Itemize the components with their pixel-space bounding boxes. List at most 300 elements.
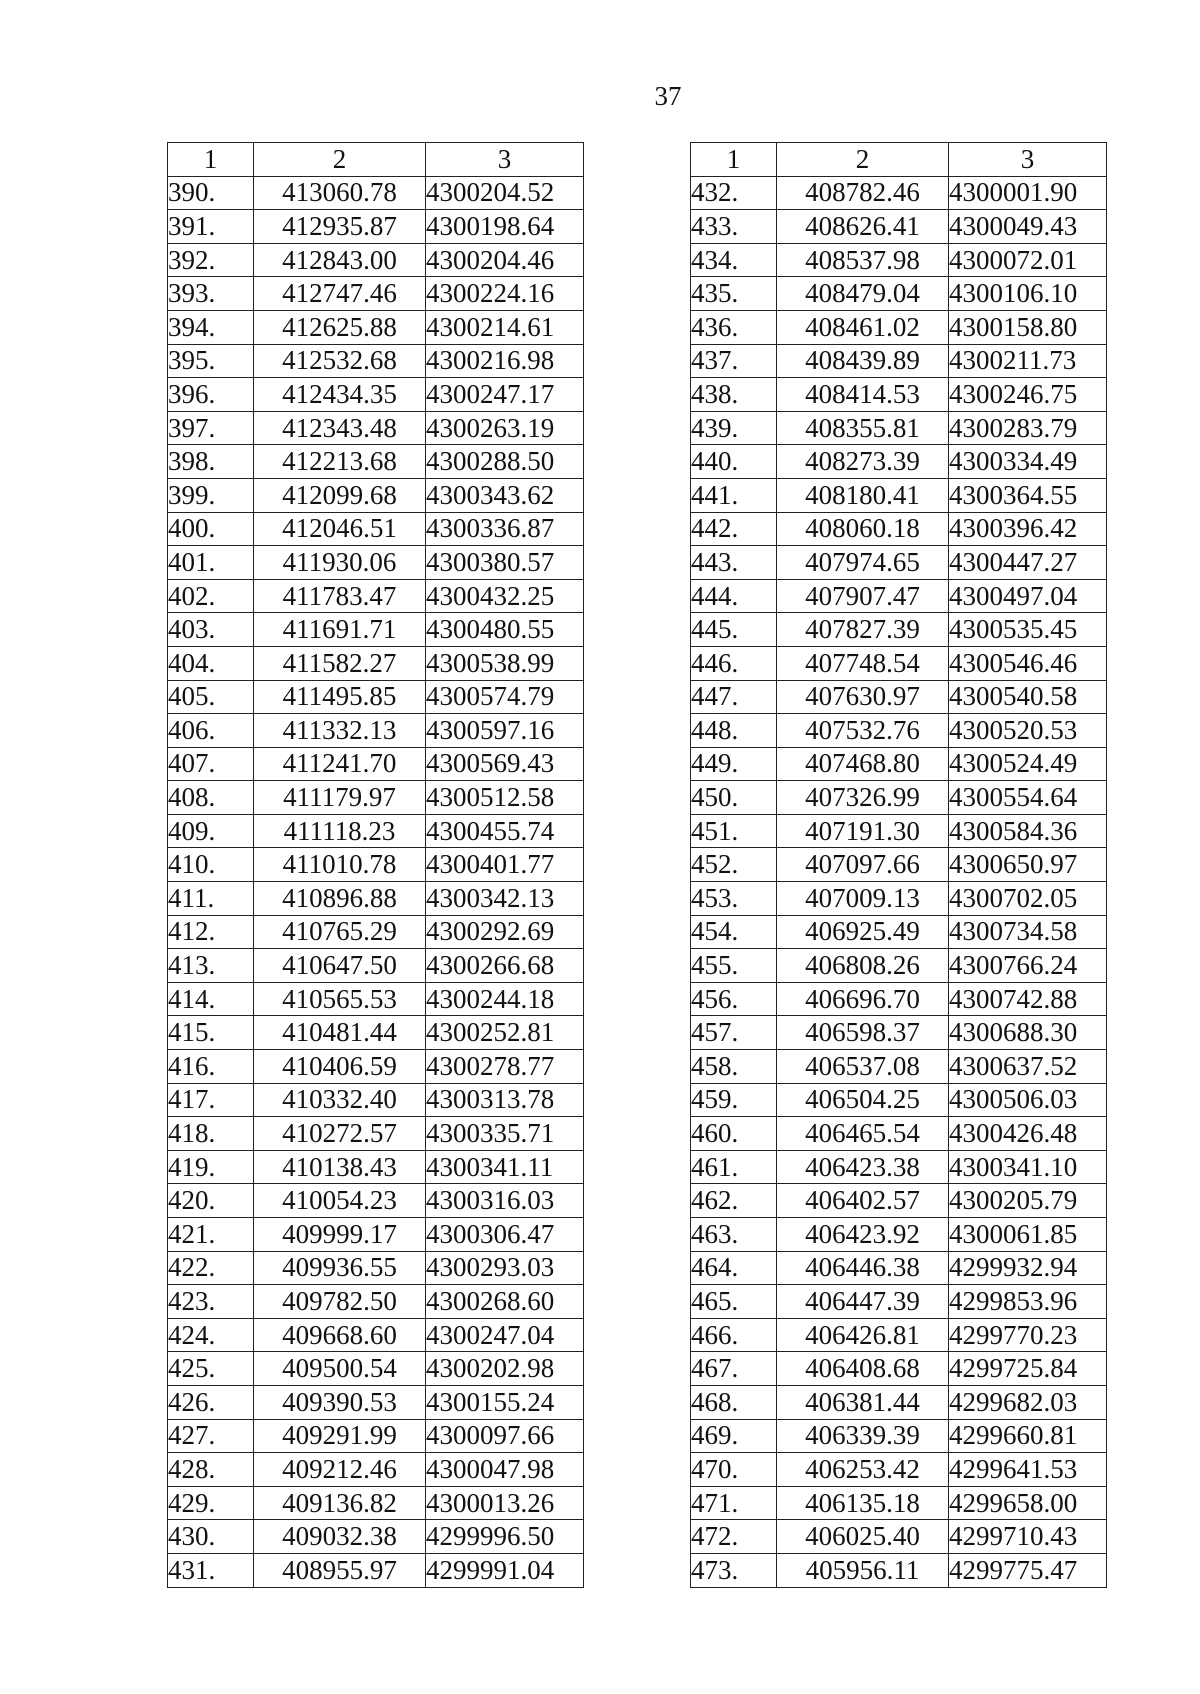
point-number-cell: 445.: [691, 613, 777, 647]
point-number-cell: 473.: [691, 1553, 777, 1587]
y-coordinate-cell: 4300396.42: [949, 512, 1107, 546]
table-row: [168, 1553, 584, 1587]
y-coordinate-cell: 4299770.23: [949, 1318, 1107, 1352]
point-number-cell: 461.: [691, 1150, 777, 1184]
y-coordinate-cell: 4299658.00: [949, 1486, 1107, 1520]
coordinates-table-left: [167, 142, 584, 1588]
point-number-cell: 470.: [691, 1453, 777, 1487]
x-coordinate-cell: 410332.40: [254, 1083, 426, 1117]
table-body-right: [691, 176, 1107, 1587]
table-row: [168, 512, 584, 546]
x-coordinate-cell: 406465.54: [777, 1117, 949, 1151]
table-row: [691, 210, 1107, 244]
point-number-cell: 438.: [691, 378, 777, 412]
point-number-cell: 407.: [168, 747, 254, 781]
y-coordinate-cell: 4300001.90: [949, 176, 1107, 210]
table-row: [691, 680, 1107, 714]
point-number-cell: 467.: [691, 1352, 777, 1386]
table-row: [691, 982, 1107, 1016]
x-coordinate-cell: 406447.39: [777, 1285, 949, 1319]
table-row: [691, 1318, 1107, 1352]
point-number-cell: 406.: [168, 714, 254, 748]
x-coordinate-cell: 406253.42: [777, 1453, 949, 1487]
x-coordinate-cell: 409668.60: [254, 1318, 426, 1352]
table-row: [691, 1553, 1107, 1587]
table-row: [168, 1218, 584, 1252]
point-number-cell: 391.: [168, 210, 254, 244]
y-coordinate-cell: 4300268.60: [426, 1285, 584, 1319]
point-number-cell: 439.: [691, 411, 777, 445]
table-row: [168, 814, 584, 848]
x-coordinate-cell: 408180.41: [777, 478, 949, 512]
x-coordinate-cell: 410272.57: [254, 1117, 426, 1151]
point-number-cell: 466.: [691, 1318, 777, 1352]
point-number-cell: 430.: [168, 1520, 254, 1554]
y-coordinate-cell: 4300293.03: [426, 1251, 584, 1285]
table-row: [691, 1218, 1107, 1252]
point-number-cell: 446.: [691, 646, 777, 680]
x-coordinate-cell: 413060.78: [254, 176, 426, 210]
table-row: [168, 1318, 584, 1352]
x-coordinate-cell: 410765.29: [254, 915, 426, 949]
x-coordinate-cell: 407097.66: [777, 848, 949, 882]
y-coordinate-cell: 4300072.01: [949, 243, 1107, 277]
table-row: [168, 378, 584, 412]
y-coordinate-cell: 4300497.04: [949, 579, 1107, 613]
table-row: [168, 1016, 584, 1050]
table-row: [168, 1453, 584, 1487]
y-coordinate-cell: 4300432.25: [426, 579, 584, 613]
x-coordinate-cell: 412434.35: [254, 378, 426, 412]
table-row: [168, 747, 584, 781]
table-row: [691, 310, 1107, 344]
column-header-number: 1: [168, 143, 254, 177]
x-coordinate-cell: 408060.18: [777, 512, 949, 546]
x-coordinate-cell: 408414.53: [777, 378, 949, 412]
y-coordinate-cell: 4300524.49: [949, 747, 1107, 781]
x-coordinate-cell: 408273.39: [777, 445, 949, 479]
y-coordinate-cell: 4299660.81: [949, 1419, 1107, 1453]
point-number-cell: 404.: [168, 646, 254, 680]
point-number-cell: 453.: [691, 882, 777, 916]
table-row: [168, 982, 584, 1016]
point-number-cell: 460.: [691, 1117, 777, 1151]
y-coordinate-cell: 4300688.30: [949, 1016, 1107, 1050]
y-coordinate-cell: 4300336.87: [426, 512, 584, 546]
x-coordinate-cell: 412843.00: [254, 243, 426, 277]
x-coordinate-cell: 406426.81: [777, 1318, 949, 1352]
x-coordinate-cell: 410054.23: [254, 1184, 426, 1218]
y-coordinate-cell: 4300520.53: [949, 714, 1107, 748]
x-coordinate-cell: 411495.85: [254, 680, 426, 714]
y-coordinate-cell: 4300214.61: [426, 310, 584, 344]
y-coordinate-cell: 4300224.16: [426, 277, 584, 311]
table-row: [691, 277, 1107, 311]
table-row: [691, 915, 1107, 949]
point-number-cell: 410.: [168, 848, 254, 882]
x-coordinate-cell: 409500.54: [254, 1352, 426, 1386]
table-row: [691, 1050, 1107, 1084]
x-coordinate-cell: 411332.13: [254, 714, 426, 748]
column-header-x: 2: [254, 143, 426, 177]
point-number-cell: 458.: [691, 1050, 777, 1084]
x-coordinate-cell: 407630.97: [777, 680, 949, 714]
y-coordinate-cell: 4300742.88: [949, 982, 1107, 1016]
x-coordinate-cell: 409291.99: [254, 1419, 426, 1453]
point-number-cell: 455.: [691, 949, 777, 983]
y-coordinate-cell: 4300263.19: [426, 411, 584, 445]
point-number-cell: 416.: [168, 1050, 254, 1084]
x-coordinate-cell: 410565.53: [254, 982, 426, 1016]
x-coordinate-cell: 408479.04: [777, 277, 949, 311]
y-coordinate-cell: 4300097.66: [426, 1419, 584, 1453]
y-coordinate-cell: 4300546.46: [949, 646, 1107, 680]
x-coordinate-cell: 406537.08: [777, 1050, 949, 1084]
y-coordinate-cell: 4300637.52: [949, 1050, 1107, 1084]
point-number-cell: 421.: [168, 1218, 254, 1252]
x-coordinate-cell: 412046.51: [254, 512, 426, 546]
point-number-cell: 424.: [168, 1318, 254, 1352]
x-coordinate-cell: 406925.49: [777, 915, 949, 949]
point-number-cell: 442.: [691, 512, 777, 546]
point-number-cell: 437.: [691, 344, 777, 378]
x-coordinate-cell: 407009.13: [777, 882, 949, 916]
y-coordinate-cell: 4299932.94: [949, 1251, 1107, 1285]
table-row: [691, 1486, 1107, 1520]
y-coordinate-cell: 4300205.79: [949, 1184, 1107, 1218]
y-coordinate-cell: 4300244.18: [426, 982, 584, 1016]
x-coordinate-cell: 409782.50: [254, 1285, 426, 1319]
point-number-cell: 400.: [168, 512, 254, 546]
y-coordinate-cell: 4300316.03: [426, 1184, 584, 1218]
table-row: [168, 277, 584, 311]
x-coordinate-cell: 411930.06: [254, 546, 426, 580]
table-row: [168, 1352, 584, 1386]
point-number-cell: 418.: [168, 1117, 254, 1151]
point-number-cell: 472.: [691, 1520, 777, 1554]
point-number-cell: 464.: [691, 1251, 777, 1285]
y-coordinate-cell: 4300480.55: [426, 613, 584, 647]
column-header-number: 1: [691, 143, 777, 177]
y-coordinate-cell: 4300343.62: [426, 478, 584, 512]
x-coordinate-cell: 407907.47: [777, 579, 949, 613]
x-coordinate-cell: 406402.57: [777, 1184, 949, 1218]
y-coordinate-cell: 4300766.24: [949, 949, 1107, 983]
table-row: [168, 344, 584, 378]
y-coordinate-cell: 4300158.80: [949, 310, 1107, 344]
point-number-cell: 459.: [691, 1083, 777, 1117]
point-number-cell: 413.: [168, 949, 254, 983]
x-coordinate-cell: 410647.50: [254, 949, 426, 983]
table-row: [168, 1184, 584, 1218]
y-coordinate-cell: 4300334.49: [949, 445, 1107, 479]
y-coordinate-cell: 4300013.26: [426, 1486, 584, 1520]
x-coordinate-cell: 412343.48: [254, 411, 426, 445]
table-row: [691, 1150, 1107, 1184]
x-coordinate-cell: 411783.47: [254, 579, 426, 613]
y-coordinate-cell: 4300506.03: [949, 1083, 1107, 1117]
x-coordinate-cell: 412625.88: [254, 310, 426, 344]
y-coordinate-cell: 4300246.75: [949, 378, 1107, 412]
point-number-cell: 419.: [168, 1150, 254, 1184]
point-number-cell: 454.: [691, 915, 777, 949]
x-coordinate-cell: 409212.46: [254, 1453, 426, 1487]
y-coordinate-cell: 4300554.64: [949, 781, 1107, 815]
point-number-cell: 420.: [168, 1184, 254, 1218]
point-number-cell: 429.: [168, 1486, 254, 1520]
point-number-cell: 395.: [168, 344, 254, 378]
point-number-cell: 428.: [168, 1453, 254, 1487]
table-row: [168, 646, 584, 680]
table-row: [691, 882, 1107, 916]
point-number-cell: 405.: [168, 680, 254, 714]
table-row: [168, 445, 584, 479]
x-coordinate-cell: 408782.46: [777, 176, 949, 210]
x-coordinate-cell: 411010.78: [254, 848, 426, 882]
table-row: [691, 1285, 1107, 1319]
table-row: [168, 243, 584, 277]
table-header-row: [168, 143, 584, 177]
table-row: [168, 848, 584, 882]
y-coordinate-cell: 4300306.47: [426, 1218, 584, 1252]
table-row: [691, 176, 1107, 210]
x-coordinate-cell: 411691.71: [254, 613, 426, 647]
table-row: [691, 478, 1107, 512]
point-number-cell: 435.: [691, 277, 777, 311]
y-coordinate-cell: 4300247.17: [426, 378, 584, 412]
point-number-cell: 451.: [691, 814, 777, 848]
y-coordinate-cell: 4300204.46: [426, 243, 584, 277]
column-header-x: 2: [777, 143, 949, 177]
y-coordinate-cell: 4300702.05: [949, 882, 1107, 916]
table-row: [168, 546, 584, 580]
x-coordinate-cell: 408955.97: [254, 1553, 426, 1587]
point-number-cell: 433.: [691, 210, 777, 244]
x-coordinate-cell: 408355.81: [777, 411, 949, 445]
table-row: [691, 1385, 1107, 1419]
x-coordinate-cell: 407532.76: [777, 714, 949, 748]
x-coordinate-cell: 406808.26: [777, 949, 949, 983]
y-coordinate-cell: 4300380.57: [426, 546, 584, 580]
table-row: [691, 1117, 1107, 1151]
x-coordinate-cell: 407974.65: [777, 546, 949, 580]
table-row: [168, 1150, 584, 1184]
x-coordinate-cell: 408439.89: [777, 344, 949, 378]
x-coordinate-cell: 410406.59: [254, 1050, 426, 1084]
table-row: [691, 814, 1107, 848]
y-coordinate-cell: 4300335.71: [426, 1117, 584, 1151]
x-coordinate-cell: 409390.53: [254, 1385, 426, 1419]
table-row: [691, 1251, 1107, 1285]
table-row: [691, 1016, 1107, 1050]
table-row: [168, 1419, 584, 1453]
point-number-cell: 425.: [168, 1352, 254, 1386]
point-number-cell: 392.: [168, 243, 254, 277]
y-coordinate-cell: 4300047.98: [426, 1453, 584, 1487]
point-number-cell: 450.: [691, 781, 777, 815]
x-coordinate-cell: 406446.38: [777, 1251, 949, 1285]
table-row: [691, 546, 1107, 580]
point-number-cell: 444.: [691, 579, 777, 613]
table-row: [168, 210, 584, 244]
x-coordinate-cell: 408537.98: [777, 243, 949, 277]
y-coordinate-cell: 4300247.04: [426, 1318, 584, 1352]
table-row: [168, 176, 584, 210]
x-coordinate-cell: 407468.80: [777, 747, 949, 781]
y-coordinate-cell: 4300288.50: [426, 445, 584, 479]
table-row: [168, 949, 584, 983]
x-coordinate-cell: 410138.43: [254, 1150, 426, 1184]
y-coordinate-cell: 4299710.43: [949, 1520, 1107, 1554]
table-row: [168, 915, 584, 949]
x-coordinate-cell: 411179.97: [254, 781, 426, 815]
x-coordinate-cell: 410896.88: [254, 882, 426, 916]
x-coordinate-cell: 412213.68: [254, 445, 426, 479]
point-number-cell: 396.: [168, 378, 254, 412]
point-number-cell: 408.: [168, 781, 254, 815]
y-coordinate-cell: 4300584.36: [949, 814, 1107, 848]
x-coordinate-cell: 407827.39: [777, 613, 949, 647]
column-header-y: 3: [426, 143, 584, 177]
x-coordinate-cell: 411582.27: [254, 646, 426, 680]
x-coordinate-cell: 409136.82: [254, 1486, 426, 1520]
table-row: [168, 411, 584, 445]
y-coordinate-cell: 4300597.16: [426, 714, 584, 748]
y-coordinate-cell: 4300401.77: [426, 848, 584, 882]
table-row: [168, 1251, 584, 1285]
point-number-cell: 422.: [168, 1251, 254, 1285]
y-coordinate-cell: 4300512.58: [426, 781, 584, 815]
point-number-cell: 423.: [168, 1285, 254, 1319]
table-row: [168, 1117, 584, 1151]
y-coordinate-cell: 4300569.43: [426, 747, 584, 781]
table-row: [691, 646, 1107, 680]
y-coordinate-cell: 4299725.84: [949, 1352, 1107, 1386]
y-coordinate-cell: 4300252.81: [426, 1016, 584, 1050]
y-coordinate-cell: 4300278.77: [426, 1050, 584, 1084]
table-row: [168, 1083, 584, 1117]
table-row: [691, 1453, 1107, 1487]
y-coordinate-cell: 4299775.47: [949, 1553, 1107, 1587]
y-coordinate-cell: 4300364.55: [949, 478, 1107, 512]
x-coordinate-cell: 406381.44: [777, 1385, 949, 1419]
y-coordinate-cell: 4299641.53: [949, 1453, 1107, 1487]
point-number-cell: 409.: [168, 814, 254, 848]
point-number-cell: 457.: [691, 1016, 777, 1050]
y-coordinate-cell: 4300106.10: [949, 277, 1107, 311]
y-coordinate-cell: 4300266.68: [426, 949, 584, 983]
point-number-cell: 390.: [168, 176, 254, 210]
table-row: [168, 478, 584, 512]
point-number-cell: 399.: [168, 478, 254, 512]
y-coordinate-cell: 4300155.24: [426, 1385, 584, 1419]
point-number-cell: 426.: [168, 1385, 254, 1419]
point-number-cell: 463.: [691, 1218, 777, 1252]
y-coordinate-cell: 4299991.04: [426, 1553, 584, 1587]
x-coordinate-cell: 409999.17: [254, 1218, 426, 1252]
table-row: [691, 1419, 1107, 1453]
table-row: [691, 714, 1107, 748]
point-number-cell: 431.: [168, 1553, 254, 1587]
table-row: [691, 579, 1107, 613]
table-row: [168, 882, 584, 916]
x-coordinate-cell: 406408.68: [777, 1352, 949, 1386]
x-coordinate-cell: 407191.30: [777, 814, 949, 848]
x-coordinate-cell: 406423.92: [777, 1218, 949, 1252]
table-row: [691, 1520, 1107, 1554]
table-row: [168, 1520, 584, 1554]
table-row: [168, 680, 584, 714]
y-coordinate-cell: 4300455.74: [426, 814, 584, 848]
point-number-cell: 411.: [168, 882, 254, 916]
point-number-cell: 412.: [168, 915, 254, 949]
x-coordinate-cell: 406339.39: [777, 1419, 949, 1453]
point-number-cell: 401.: [168, 546, 254, 580]
point-number-cell: 427.: [168, 1419, 254, 1453]
point-number-cell: 402.: [168, 579, 254, 613]
y-coordinate-cell: 4300211.73: [949, 344, 1107, 378]
x-coordinate-cell: 412935.87: [254, 210, 426, 244]
point-number-cell: 443.: [691, 546, 777, 580]
point-number-cell: 468.: [691, 1385, 777, 1419]
point-number-cell: 448.: [691, 714, 777, 748]
table-row: [691, 512, 1107, 546]
point-number-cell: 434.: [691, 243, 777, 277]
x-coordinate-cell: 412747.46: [254, 277, 426, 311]
point-number-cell: 449.: [691, 747, 777, 781]
point-number-cell: 471.: [691, 1486, 777, 1520]
x-coordinate-cell: 406423.38: [777, 1150, 949, 1184]
x-coordinate-cell: 406025.40: [777, 1520, 949, 1554]
x-coordinate-cell: 410481.44: [254, 1016, 426, 1050]
y-coordinate-cell: 4300535.45: [949, 613, 1107, 647]
y-coordinate-cell: 4300341.11: [426, 1150, 584, 1184]
table-row: [168, 1285, 584, 1319]
y-coordinate-cell: 4300574.79: [426, 680, 584, 714]
point-number-cell: 440.: [691, 445, 777, 479]
table-row: [691, 1184, 1107, 1218]
point-number-cell: 403.: [168, 613, 254, 647]
y-coordinate-cell: 4299853.96: [949, 1285, 1107, 1319]
x-coordinate-cell: 406696.70: [777, 982, 949, 1016]
table-row: [168, 310, 584, 344]
table-row: [168, 1486, 584, 1520]
point-number-cell: 469.: [691, 1419, 777, 1453]
y-coordinate-cell: 4300313.78: [426, 1083, 584, 1117]
y-coordinate-cell: 4300447.27: [949, 546, 1107, 580]
y-coordinate-cell: 4300342.13: [426, 882, 584, 916]
y-coordinate-cell: 4300061.85: [949, 1218, 1107, 1252]
y-coordinate-cell: 4300540.58: [949, 680, 1107, 714]
table-row: [691, 781, 1107, 815]
x-coordinate-cell: 412532.68: [254, 344, 426, 378]
table-row: [691, 848, 1107, 882]
table-row: [691, 1352, 1107, 1386]
y-coordinate-cell: 4299996.50: [426, 1520, 584, 1554]
x-coordinate-cell: 408461.02: [777, 310, 949, 344]
x-coordinate-cell: 406598.37: [777, 1016, 949, 1050]
x-coordinate-cell: 407748.54: [777, 646, 949, 680]
y-coordinate-cell: 4300216.98: [426, 344, 584, 378]
point-number-cell: 415.: [168, 1016, 254, 1050]
y-coordinate-cell: 4300049.43: [949, 210, 1107, 244]
x-coordinate-cell: 406135.18: [777, 1486, 949, 1520]
x-coordinate-cell: 409936.55: [254, 1251, 426, 1285]
x-coordinate-cell: 411118.23: [254, 814, 426, 848]
y-coordinate-cell: 4300283.79: [949, 411, 1107, 445]
point-number-cell: 465.: [691, 1285, 777, 1319]
x-coordinate-cell: 412099.68: [254, 478, 426, 512]
